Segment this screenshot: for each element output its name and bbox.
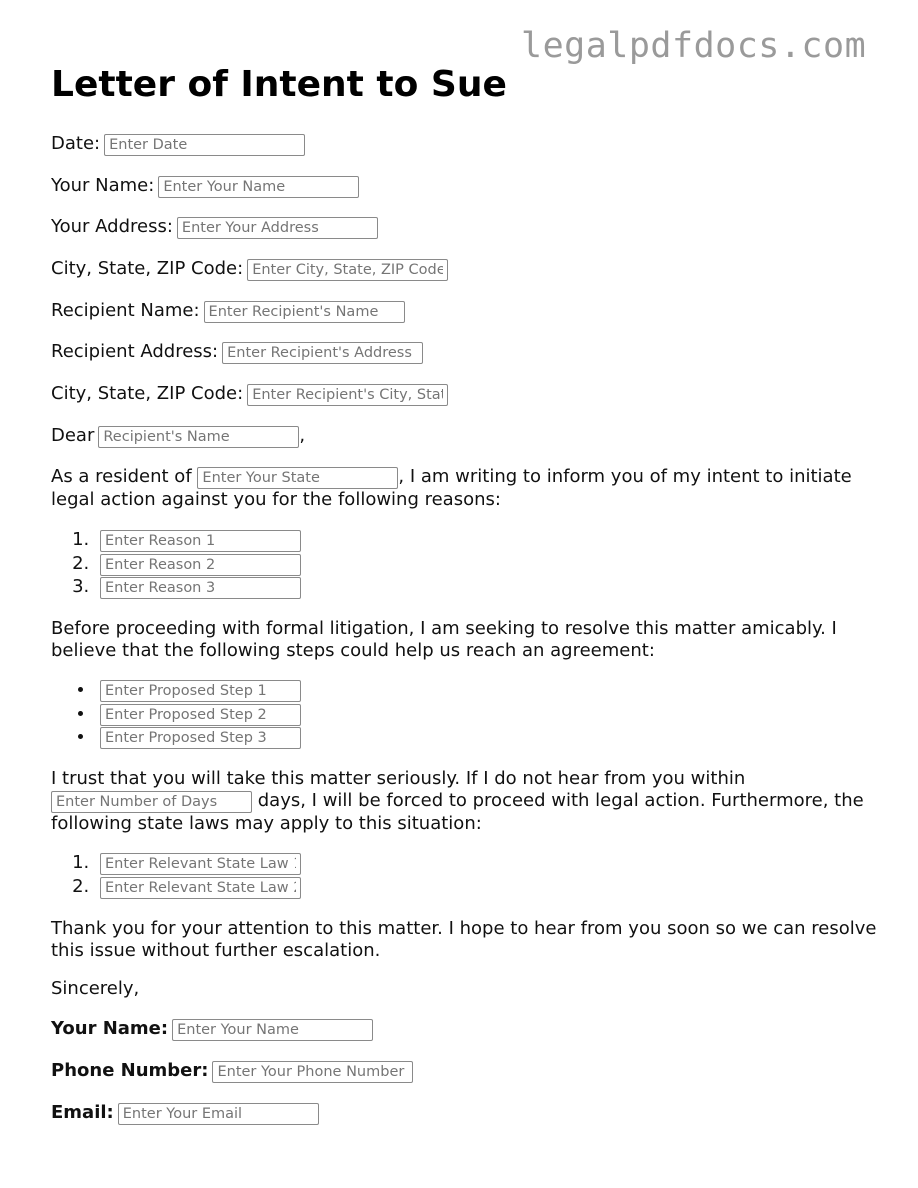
days-input[interactable] xyxy=(51,791,252,813)
signature-email-input[interactable] xyxy=(118,1103,319,1125)
signature-name-row xyxy=(51,1018,373,1041)
reason-1-input[interactable] xyxy=(100,530,301,552)
recipient-name-row xyxy=(51,300,405,323)
salutation-row xyxy=(51,425,305,448)
recipient-address-input[interactable] xyxy=(222,342,423,364)
list-item xyxy=(95,529,301,553)
date-label: Date: xyxy=(51,133,101,154)
days-paragraph xyxy=(51,768,881,835)
intro-paragraph xyxy=(51,466,881,511)
signature-email-row xyxy=(51,1102,319,1125)
state-input[interactable] xyxy=(197,467,398,489)
your-name-input[interactable] xyxy=(158,176,359,198)
your-name-row xyxy=(51,175,359,198)
salutation-recipient-input[interactable] xyxy=(98,426,299,448)
signature-phone-label: Phone Number: xyxy=(51,1060,209,1081)
your-city-row xyxy=(51,258,448,281)
reason-3-input[interactable] xyxy=(100,577,301,599)
recipient-address-row xyxy=(51,341,423,364)
date-input[interactable] xyxy=(104,134,305,156)
list-item xyxy=(95,679,301,703)
signature-name-input[interactable] xyxy=(172,1019,373,1041)
signoff: Sincerely, xyxy=(51,978,140,999)
list-item xyxy=(95,726,301,750)
signature-email-label: Email: xyxy=(51,1102,114,1123)
days-before: I trust that you will take this matter seriously. If I do not hear from you within xyxy=(51,768,746,789)
steps-list xyxy=(51,679,301,750)
list-item xyxy=(95,876,301,900)
list-item xyxy=(95,703,301,727)
your-address-label: Your Address: xyxy=(51,216,173,237)
list-item xyxy=(95,576,301,600)
recipient-name-label: Recipient Name: xyxy=(51,300,200,321)
salutation-prefix: Dear xyxy=(51,425,95,446)
list-item xyxy=(95,852,301,876)
step-3-input[interactable] xyxy=(100,727,301,749)
signature-phone-input[interactable] xyxy=(212,1061,413,1083)
signature-name-label: Your Name: xyxy=(51,1018,169,1039)
days-after: days, I will be forced to proceed with legal action. Furthermore, the following state laws may apply to this situation: xyxy=(51,790,864,834)
step-1-input[interactable] xyxy=(100,680,301,702)
recipient-address-label: Recipient Address: xyxy=(51,341,219,362)
recipient-name-input[interactable] xyxy=(204,301,405,323)
laws-list xyxy=(51,852,301,899)
your-city-input[interactable] xyxy=(247,259,448,281)
law-2-input[interactable] xyxy=(100,877,301,899)
watermark: legalpdfdocs.com xyxy=(521,26,867,66)
salutation-comma: , xyxy=(299,425,306,446)
recipient-city-input[interactable] xyxy=(247,384,448,406)
resolve-paragraph: Before proceeding with formal litigation, I am seeking to resolve this matter amicably. I believe that the following steps could help us reach an agreement: xyxy=(51,618,837,661)
your-address-row xyxy=(51,216,378,239)
signature-phone-row xyxy=(51,1060,413,1083)
page-title: Letter of Intent to Sue xyxy=(51,64,507,105)
recipient-city-row xyxy=(51,383,448,406)
your-city-label: City, State, ZIP Code: xyxy=(51,258,244,279)
your-name-label: Your Name: xyxy=(51,175,155,196)
intro-after: , I am writing to inform you of my intent to initiate legal action against you for the following reasons: xyxy=(51,466,852,510)
your-address-input[interactable] xyxy=(177,217,378,239)
list-item xyxy=(95,553,301,577)
reasons-list xyxy=(51,529,301,600)
law-1-input[interactable] xyxy=(100,853,301,875)
date-row xyxy=(51,133,305,156)
recipient-city-label: City, State, ZIP Code: xyxy=(51,383,244,404)
step-2-input[interactable] xyxy=(100,704,301,726)
reason-2-input[interactable] xyxy=(100,554,301,576)
intro-before: As a resident of xyxy=(51,466,192,487)
closing-paragraph: Thank you for your attention to this matter. I hope to hear from you soon so we can resolve this issue without further escalation. xyxy=(51,918,877,961)
